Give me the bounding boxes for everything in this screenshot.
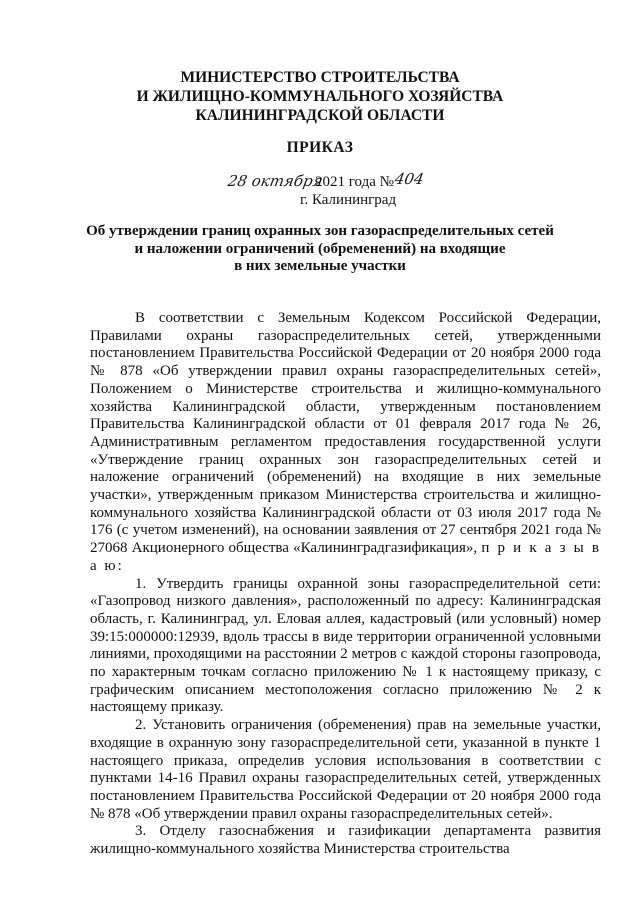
preamble-text: В соответствии с Земельным Кодексом Российской Федерации, Правилами охраны газораспределительных сетей, утвержденными постановлением Правительства Российской Федерации от 20 ноября 2000 года № 878 «Об утверждении правил охраны газораспределительных сетей», Положением о Министерстве строительства и жилищно-коммунального хозяйства Калининградской области, утвержденным постановлением Правительства Калининградской области от 01 февраля 2017 года № 26, Административным регламентом предоставления государственной услуги «Утверждение границ охранных зон газораспределительных сетей и наложение ограничений (обременений) на входящие в них земельные участки», утвержденным приказом Министерства строительства и жилищно-коммунального хозяйства Калининградской области от 03 июля 2017 года № 176 (с учетом изменений), на основании заявления от 27 сентября 2021 года № 27068 Акционерного общества «Калининградгазификация», — [90, 310, 601, 557]
preamble-paragraph — [90, 310, 601, 576]
date-line — [228, 172, 448, 194]
handwritten-order-number: 404 — [393, 170, 426, 188]
ministry-line-3: КАЛИНИНГРАДСКОЙ ОБЛАСТИ — [195, 107, 445, 124]
ministry-line-2: И ЖИЛИЩНО-КОММУНАЛЬНОГО ХОЗЯЙСТВА — [136, 88, 504, 105]
ministry-header — [0, 68, 640, 125]
ministry-line-1: МИНИСТЕРСТВО СТРОИТЕЛЬСТВА — [180, 69, 460, 86]
city: г. Калининград — [300, 192, 397, 208]
subject-line-3: в них земельные участки — [234, 258, 406, 274]
subject-heading — [0, 223, 640, 276]
doc-type-title: ПРИКАЗ — [286, 139, 354, 156]
item-2-paragraph: 2. Установить ограничения (обременения) прав на земельные участки, входящие в охранную зону газораспределительной сети, указанной в пункте 1 настоящего приказа, определив условия использования в соответствии с пунктами 14-16 Правил охраны газораспределительных сетей, утвержденных постановлением Правительства Российской Федерации от 20 ноября 2000 года № 878 «Об утверждении правил охраны газораспределительных сетей». — [90, 717, 601, 822]
printed-date: 2021 года № — [315, 174, 394, 190]
item-3-paragraph: 3. Отделу газоснабжения и газификации департамента развития жилищно-коммунального хозяйства Министерства строительства — [90, 823, 601, 858]
handwritten-date: 28 октября — [226, 172, 325, 190]
subject-line-1: Об утверждении границ охранных зон газораспределительных сетей — [86, 223, 554, 239]
subject-line-2: и наложении ограничений (обременений) на входящие — [134, 240, 506, 257]
item-1-paragraph: 1. Утвердить границы охранной зоны газораспределительной сети: «Газопровод низкого давления», расположенный по адресу: Калининградская область, г. Калининград, ул. Еловая аллея, кадастровый (или условный) номер 39:15:000000:12939, вдоль трассы в виде территории ограниченной условными линиями, проходящими на расстоянии 2 метров с каждой стороны газопровода, по характерным точкам согласно приложению № 1 к настоящему приказу, с графическим описанием местоположения согласно приложению № 2 к настоящему приказу. — [90, 575, 601, 716]
order-word: п р и к а з ы в а ю: — [90, 540, 601, 574]
body-text — [90, 310, 601, 859]
